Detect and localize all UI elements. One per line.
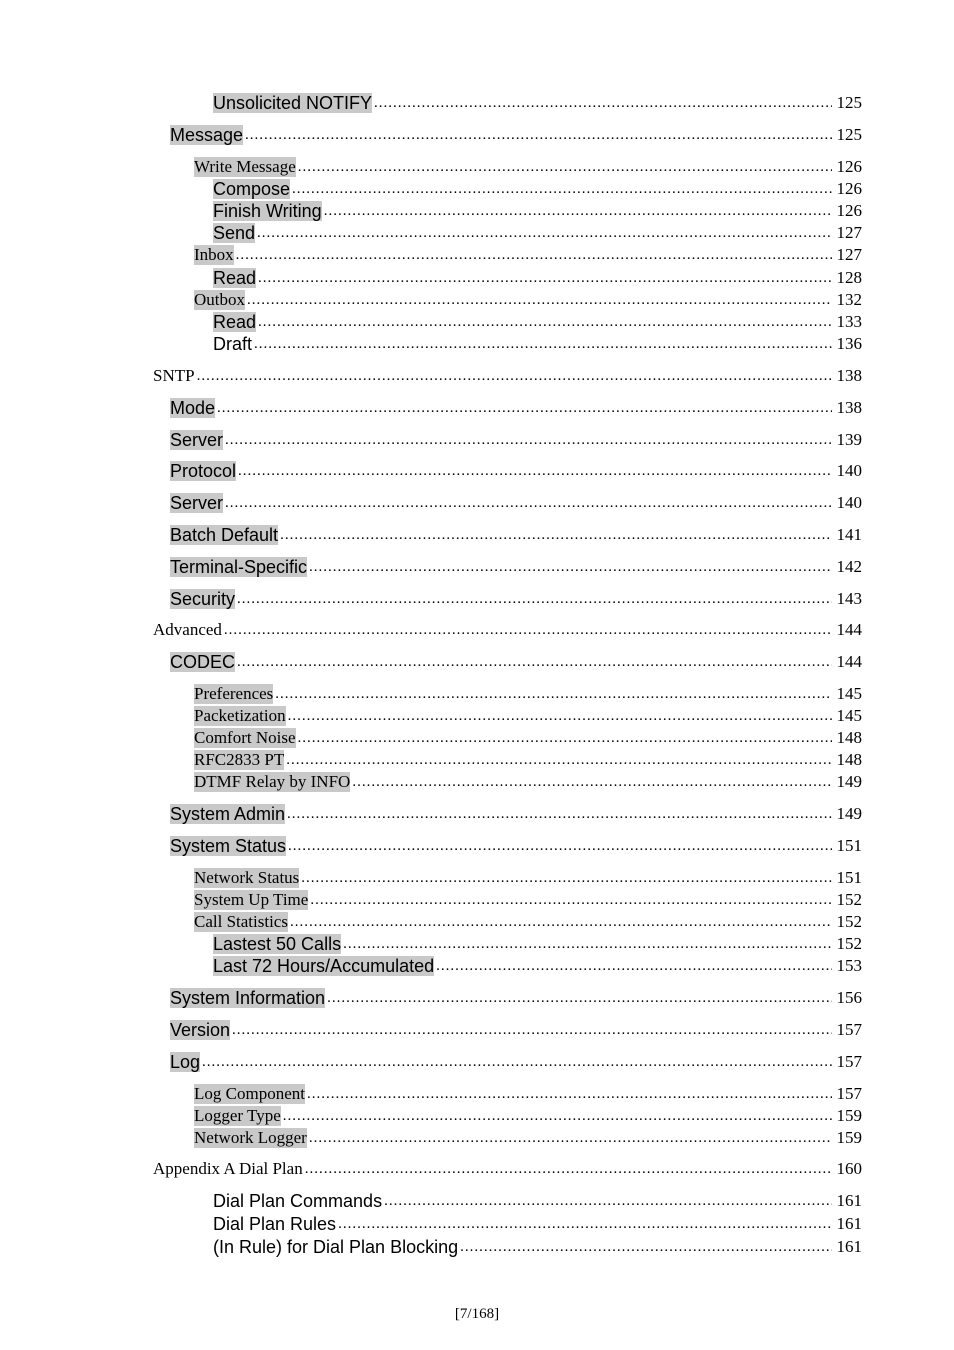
dot-leader	[225, 432, 832, 448]
toc-entry-title: Batch Default	[170, 525, 279, 545]
toc-entry-title: SNTP	[153, 366, 195, 385]
toc-entry[interactable]	[0, 155, 954, 177]
toc-entry[interactable]	[0, 221, 954, 243]
toc-entry[interactable]	[0, 932, 954, 954]
toc-entry-page: 149	[836, 772, 862, 791]
dot-leader	[245, 127, 832, 143]
toc-entry[interactable]	[0, 910, 954, 932]
dot-leader	[247, 292, 832, 308]
dot-leader	[324, 203, 832, 219]
toc-entry-page: 140	[836, 493, 862, 512]
toc-entry-page: 144	[836, 652, 862, 671]
toc-entry-title: Unsolicited NOTIFY	[213, 93, 373, 113]
dot-leader	[280, 527, 832, 543]
toc-entry[interactable]	[0, 310, 954, 332]
toc-entry-title: Finish Writing	[213, 201, 322, 221]
toc-entry-page: 126	[836, 201, 862, 220]
dot-leader	[309, 1130, 832, 1146]
toc-entry-title: Outbox	[194, 290, 245, 309]
toc-entry-page: 125	[836, 93, 862, 112]
toc-entry-page: 153	[836, 956, 862, 975]
toc-entry-title: RFC2833 PT	[194, 750, 285, 769]
toc-entry[interactable]	[0, 266, 954, 288]
toc-entry[interactable]	[0, 123, 954, 145]
toc-entry[interactable]	[0, 682, 954, 704]
toc-entry[interactable]	[0, 459, 954, 481]
dot-leader	[327, 990, 832, 1006]
toc-entry-page: 136	[836, 334, 862, 353]
toc-entry-title: Log	[170, 1052, 201, 1072]
toc-entry-title: Network Status	[194, 868, 300, 887]
toc-entry[interactable]	[0, 428, 954, 450]
toc-entry[interactable]	[0, 1050, 954, 1072]
dot-leader	[288, 838, 832, 854]
toc-entry[interactable]	[0, 396, 954, 418]
toc-entry-title: Mode	[170, 398, 216, 418]
toc-entry-title: System Information	[170, 988, 326, 1008]
dot-leader	[374, 95, 832, 111]
toc-entry[interactable]	[0, 888, 954, 910]
dot-leader	[307, 1086, 832, 1102]
toc-entry-title: DTMF Relay by INFO	[194, 772, 351, 791]
dot-leader	[254, 336, 832, 352]
toc-entry-page: 133	[836, 312, 862, 331]
toc-entry-title: System Status	[170, 836, 287, 856]
dot-leader	[352, 774, 832, 790]
toc-entry-page: 127	[836, 245, 862, 264]
dot-leader	[338, 1216, 832, 1232]
toc-entry-page: 142	[836, 557, 862, 576]
toc-entry-title: Inbox	[194, 245, 234, 264]
toc-entry[interactable]	[0, 704, 954, 726]
dot-leader	[298, 730, 832, 746]
toc-entry-page: 138	[836, 366, 862, 385]
toc-entry-title: Dial Plan Rules	[213, 1214, 337, 1234]
toc-entry-page: 148	[836, 728, 862, 747]
toc-entry-page: 152	[836, 934, 862, 953]
toc-entry-page: 151	[836, 836, 862, 855]
dot-leader	[310, 892, 832, 908]
toc-entry-page: 144	[836, 620, 862, 639]
toc-entry-page: 157	[836, 1084, 862, 1103]
dot-leader	[236, 247, 832, 263]
toc-entry-page: 159	[836, 1106, 862, 1125]
toc-entry-page: 156	[836, 988, 862, 1007]
dot-leader	[292, 181, 832, 197]
toc-entry-title: Lastest 50 Calls	[213, 934, 342, 954]
toc-entry-page: 126	[836, 179, 862, 198]
toc-entry-page: 149	[836, 804, 862, 823]
toc-entry-title: Message	[170, 125, 244, 145]
toc-entry-page: 157	[836, 1052, 862, 1071]
toc-entry-title: Write Message	[194, 157, 296, 176]
toc-entry-page: 148	[836, 750, 862, 769]
toc-entry[interactable]	[0, 288, 954, 310]
toc-entry-title: Draft	[213, 334, 253, 354]
toc-entry[interactable]	[0, 177, 954, 199]
toc-entry-page: 161	[836, 1214, 862, 1233]
dot-leader	[460, 1239, 832, 1255]
toc-entry-title: Send	[213, 223, 256, 243]
toc-entry-page: 132	[836, 290, 862, 309]
toc-entry-page: 160	[836, 1159, 862, 1178]
toc-entry[interactable]	[0, 555, 954, 577]
dot-leader	[237, 654, 832, 670]
toc-entry-title: Read	[213, 268, 257, 288]
toc-entry[interactable]	[0, 587, 954, 609]
dot-leader	[258, 314, 832, 330]
toc-entry[interactable]	[0, 1212, 954, 1234]
toc-entry-page: 152	[836, 890, 862, 909]
toc-entry[interactable]	[0, 1018, 954, 1040]
toc-entry[interactable]	[0, 954, 954, 976]
toc-entry[interactable]	[0, 199, 954, 221]
toc-entry-title: Last 72 Hours/Accumulated	[213, 956, 435, 976]
toc-entry-title: CODEC	[170, 652, 236, 672]
toc-entry-page: 161	[836, 1237, 862, 1256]
toc-entry[interactable]	[0, 1189, 954, 1211]
toc-entry-page: 151	[836, 868, 862, 887]
toc-entry-page: 141	[836, 525, 862, 544]
toc-entry-title: Terminal-Specific	[170, 557, 308, 577]
toc-entry[interactable]	[0, 243, 954, 265]
toc-entry-title: Version	[170, 1020, 231, 1040]
toc-entry-title: Preferences	[194, 684, 274, 703]
page-number-footer: [7/168]	[454, 1306, 500, 1322]
toc-entry-title: Compose	[213, 179, 291, 199]
toc-entry[interactable]	[0, 1157, 954, 1179]
toc-entry-title: Log Component	[194, 1084, 305, 1103]
dot-leader	[197, 368, 832, 384]
toc-entry-title: Security	[170, 589, 236, 609]
toc-entry[interactable]	[0, 1126, 954, 1148]
toc-entry-title: Protocol	[170, 461, 237, 481]
toc-entry[interactable]	[0, 91, 954, 113]
dot-leader	[232, 1022, 832, 1038]
toc-entry[interactable]	[0, 332, 954, 354]
toc-entry[interactable]	[0, 1104, 954, 1126]
toc-entry[interactable]	[0, 618, 954, 640]
toc-entry[interactable]	[0, 364, 954, 386]
toc-entry-title: Server	[170, 493, 224, 513]
toc-entry[interactable]	[0, 523, 954, 545]
toc-entry[interactable]	[0, 1082, 954, 1104]
dot-leader	[384, 1193, 832, 1209]
toc-entry-page: 126	[836, 157, 862, 176]
dot-leader	[290, 914, 832, 930]
dot-leader	[225, 495, 832, 511]
dot-leader	[202, 1054, 832, 1070]
toc-entry-page: 125	[836, 125, 862, 144]
toc-entry-page: 161	[836, 1191, 862, 1210]
dot-leader	[217, 400, 832, 416]
toc-entry[interactable]	[0, 726, 954, 748]
dot-leader	[286, 752, 832, 768]
toc-entry-title: (In Rule) for Dial Plan Blocking	[213, 1237, 459, 1257]
toc-entry-page: 140	[836, 461, 862, 480]
dot-leader	[257, 225, 832, 241]
toc-entry-page: 128	[836, 268, 862, 287]
toc-entry-title: System Admin	[170, 804, 286, 824]
dot-leader	[343, 936, 832, 952]
toc-entry-page: 127	[836, 223, 862, 242]
toc-entry[interactable]	[0, 1235, 954, 1257]
toc-entry-page: 157	[836, 1020, 862, 1039]
dot-leader	[258, 270, 832, 286]
toc-entry[interactable]	[0, 748, 954, 770]
toc-entry-page: 143	[836, 589, 862, 608]
toc-entry-title: Logger Type	[194, 1106, 281, 1125]
dot-leader	[238, 463, 832, 479]
toc-entry[interactable]	[0, 770, 954, 792]
dot-leader	[275, 686, 832, 702]
dot-leader	[287, 806, 832, 822]
dot-leader	[298, 159, 832, 175]
dot-leader	[224, 622, 832, 638]
toc-entry-title: Dial Plan Commands	[213, 1191, 383, 1211]
toc-entry-title: Server	[170, 430, 224, 450]
toc-entry-title: Comfort Noise	[194, 728, 296, 747]
toc-entry[interactable]	[0, 650, 954, 672]
toc-entry-page: 145	[836, 706, 862, 725]
dot-leader	[283, 1108, 832, 1124]
toc-entry-page: 138	[836, 398, 862, 417]
toc-entry-title: Read	[213, 312, 257, 332]
toc-entry-title: Packetization	[194, 706, 286, 725]
toc-entry-title: Advanced	[153, 620, 222, 639]
toc-entry-page: 139	[836, 430, 862, 449]
dot-leader	[436, 958, 832, 974]
toc-entry[interactable]	[0, 834, 954, 856]
toc-entry-title: Call Statistics	[194, 912, 288, 931]
dot-leader	[301, 870, 832, 886]
toc-entry-title: Network Logger	[194, 1128, 307, 1147]
toc-entry[interactable]	[0, 491, 954, 513]
toc-entry-page: 145	[836, 684, 862, 703]
toc-entry-page: 159	[836, 1128, 862, 1147]
dot-leader	[309, 559, 832, 575]
toc-entry[interactable]	[0, 802, 954, 824]
toc-entry-title: System Up Time	[194, 890, 309, 909]
toc-entry[interactable]	[0, 866, 954, 888]
dot-leader	[288, 708, 832, 724]
toc-entry-title: Appendix A Dial Plan	[153, 1159, 303, 1178]
toc-entry-page: 152	[836, 912, 862, 931]
dot-leader	[237, 591, 832, 607]
dot-leader	[305, 1161, 832, 1177]
toc-entry[interactable]	[0, 986, 954, 1008]
